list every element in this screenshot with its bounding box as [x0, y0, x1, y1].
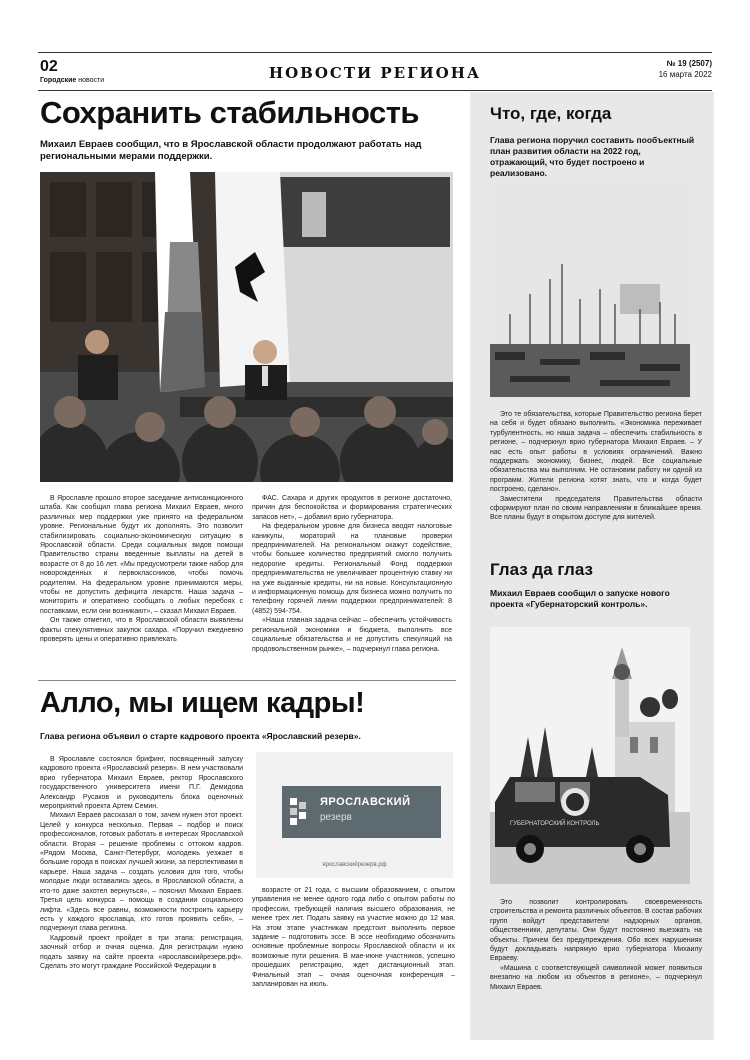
church-van-photo	[490, 627, 690, 884]
sidebar-block1-lead: Глава региона поручил составить пообъектный план развития области на 2022 год, отражающий, что будет построено и реализовано.	[490, 135, 695, 178]
paragraph: ФАС. Сахара и других продуктов в регионе достаточно, причин для беспокойства и формирования стратегических запасов нет», – добавил врио губернатора.	[252, 495, 452, 521]
banner-subtitle: резерв	[320, 812, 352, 823]
van-label: ГУБЕРНАТОРСКИЙ КОНТРОЛЬ	[510, 821, 600, 827]
banner-title: ЯРОСЛАВСКИЙ	[320, 796, 411, 808]
issue-info	[659, 58, 712, 80]
paragraph: Он также отметил, что в Ярославской области выявлены факты спекулятивных закупок сахара. «Поручил ежедневно проверять цены и оперативно привлекать	[40, 617, 243, 644]
article-divider	[38, 680, 456, 681]
article1-lead: Михаил Евраев сообщил, что в Ярославской области продолжают работать над региональными мерами поддержки.	[40, 139, 422, 162]
sidebar-block2-text	[490, 898, 702, 992]
issue-date: 16 марта 2022	[658, 70, 712, 79]
article2-lead: Глава региона объявил о старте кадрового проекта «Ярославский резерв».	[40, 731, 361, 741]
article1-column-1	[40, 494, 243, 645]
construction-photo	[490, 184, 690, 397]
section-title: НОВОСТИ РЕГИОНА	[268, 64, 482, 82]
paragraph: В Ярославле состоялся брифинг, посвященный запуску кадрового проекта «Ярославский резерв». В нем участвовали врио губернатора Михаил Евраев, ректор Ярославского государственного университета имени П.Г. Демидова Александр Русаков и руководитель блока оценочных мероприятий проекта Артем Семин.	[40, 756, 243, 811]
paragraph: Кадровый проект пройдет в три этапа: регистрация, заочный отбор и очная оценка. Для регистрации нужно подать заявку на сайте проекта «ярославскийрезерв.рф». Сделать это могут граждане Российской Федерации в	[40, 934, 243, 970]
reserve-banner	[256, 752, 453, 878]
paragraph: возрасте от 21 года, с высшим образованием, с опытом управления не менее одного года либо с опытом работы по профессии, требующей наличия высшего образования, не менее трех лет. Подать заявку на участие можно до 12 мая. На этом этапе участникам предстоит выполнить первое задание – подготовить эссе. В эссе необходимо обозначить основные проблемные вопросы Ярославской области и их возможные пути решения. В мае-июне участников, успешно прошедших регистрацию, ждет дистанционный этап. Финальный этап – очная оценочная конференция – запланирован на июль.	[252, 887, 455, 989]
paragraph: «Наша главная задача сейчас – обеспечить устойчивость региональной экономики и бюджета, выполнить все социальные обязательства и не допустить спекуляций на продовольственном рынке», – подчеркнул глава региона.	[252, 617, 452, 653]
sidebar-block2-title: Глаз да глаз	[490, 560, 593, 579]
meeting-photo	[40, 172, 453, 482]
banner-url: ярославскийрезерв.рф	[322, 862, 387, 868]
paragraph: Это позволит контролировать своевременность строительства и ремонта различных объектов. В состав рабочих групп войдут представители надзорных органов, общественники, депутаты. Они будут постоянно выезжать на объекты. Причем без предупреждения. Обо всех нарушениях будут докладывать напрямую врио губернатора Михаилу Евраеву.	[490, 899, 702, 963]
sidebar-block1-text	[490, 410, 702, 523]
header-bottom-rule	[38, 90, 712, 91]
paragraph: «Машина с соответствующей символикой может появиться внезапно на любом из объектов в регионе», – подчеркнул Михаил Евраев.	[490, 964, 702, 991]
article2-column-2	[252, 886, 455, 989]
paper-name: Городские новости	[40, 77, 105, 84]
article1-column-2	[252, 494, 452, 654]
paragraph: В Ярославле прошло второе заседание антисанкционного штаба. Как сообщил глава региона Михаил Евраев, много различных мер поддержки уже принято на федеральном уровне. Региональные будут их дополнять. Это позволит стабилизировать социально-экономическую ситуацию в Ярославской области. Среди социальных видов помощи Правительство страны введенные выплаты на детей в возрасте от 8 до 16 лет. «Мы предусмотрели также набор для новорожденных и первоклассников, чтобы помочь родителям. На федеральном уровне принимаются меры, чтобы не допустить дефицита лекарств. Наша задача – мониторить и оперативно сообщать о любых перебоях с поставками, если они возникают», – сказал Михаил Евраев.	[40, 495, 243, 615]
page-number: 02	[40, 58, 58, 75]
paragraph: Это те обязательства, которые Правительство региона берет на себя и будет обязано выполнить. «Экономика переживает турбулентность, но наша задача – обеспечить стабильность в регионе, – подчеркнул врио губернатора Михаил Евраев. – У нас есть опыт работы в условиях ограничений. Важно поддержать экономику, бизнес, людей. Все социальные обязательства мы выполним. Не остановим работу ни одной из программ. Жители региона хотят знать, что и когда будет построено, сделано».	[490, 411, 702, 494]
paragraph: Заместители председателя Правительства области сформируют план по своим направлениям в ближайшее время. Все планы будут в открытом доступе для жителей.	[490, 495, 702, 522]
sidebar-block1-title: Что, где, когда	[490, 104, 612, 123]
reserve-logo-icon	[290, 798, 310, 826]
paragraph: На федеральном уровне для бизнеса вводят налоговые каникулы, мораторий на плановые проверки предпринимателей. На региональном окажут содействие, чтобы большее количество предприятий смогло получить недорогие кредиты. Региональный Фонд поддержки предпринимательства не увеличивает процентную ставку ни на уже выданные кредиты, ни на новые. Консультационную и информационную помощь для бизнеса можно получить по телефону горячей линии поддержки предпринимателей: 8 (4852) 594-754.	[252, 523, 452, 615]
sidebar-block2-lead: Михаил Евраев сообщил о запуске нового проекта «Губернаторский контроль».	[490, 588, 670, 609]
issue-number: № 19 (2507)	[666, 59, 712, 68]
banner-panel	[282, 786, 441, 838]
header-top-rule	[38, 52, 712, 53]
article1-title: Сохранить стабильность	[40, 95, 419, 130]
paragraph: Михаил Евраев рассказал о том, зачем нужен этот проект. Целей у конкурса несколько. Первая – подбор и поиск профессионалов, готовых работать в интересах Ярославской области. Вторая – решение проблемы с оттоком кадров. «Рядом Москва, Санкт-Петербург, молодежь уезжает в большие города в поисках лучшей жизни, за перспективами в карьере. Наша задача – создать условия для того, чтобы молодые люди оставались здесь, в Ярославской области, а кто-то даже захотел вернуться», – пояснил Михаил Евраев. Третья цель конкурса – помощь в создании социального лифта. «Здесь все равны, возможности построить карьеру есть у каждого ярославца, кто готов проявить себя», – подчеркнул глава региона.	[40, 812, 243, 933]
article2-column-1	[40, 755, 243, 971]
article2-title: Алло, мы ищем кадры!	[40, 687, 365, 719]
